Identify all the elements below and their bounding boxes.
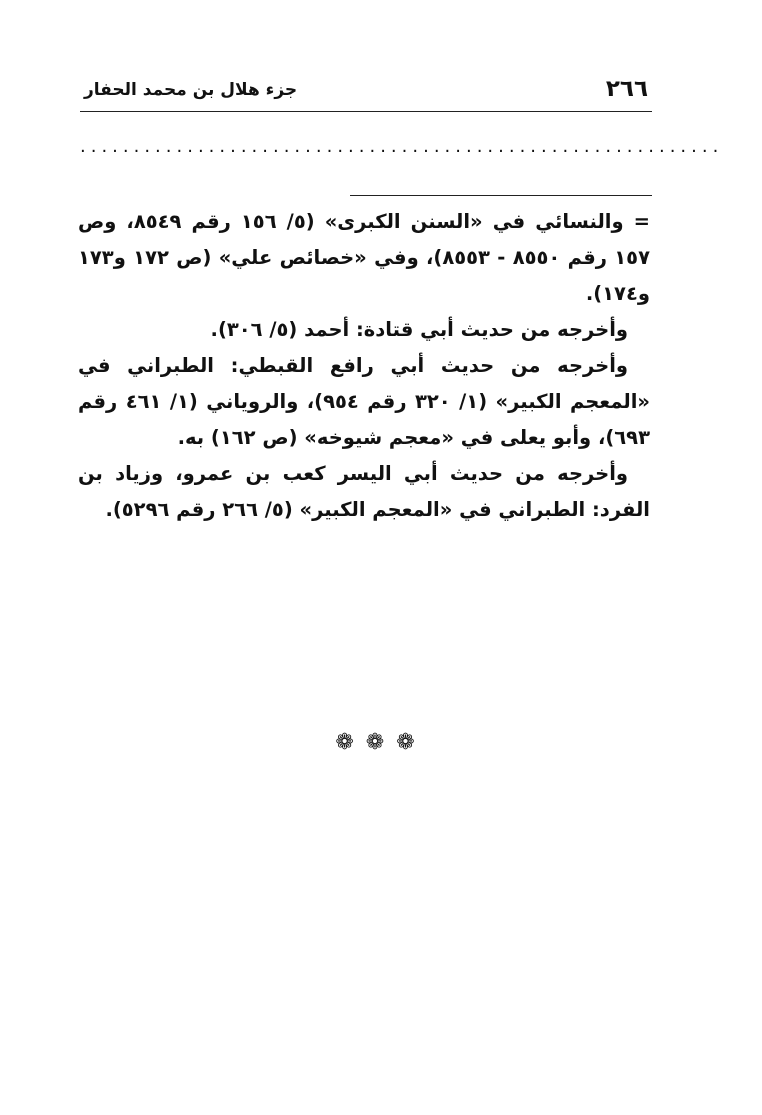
footnotes-section xyxy=(78,204,650,528)
footnote-paragraph: وأخرجه من حديث أبي رافع القبطي: الطبراني في «المعجم الكبير» (١/ ٣٢٠ رقم ٩٥٤)، والروياني (١/ ٤٦١ رقم ٦٩٣)، وأبو يعلى في «معجم شيوخه» (ص ١٦٢) به. xyxy=(78,354,650,449)
header-rule xyxy=(80,111,652,112)
omitted-text-dots: ............................................................ xyxy=(80,136,724,157)
running-title: جزء هلال بن محمد الحفار xyxy=(84,80,298,100)
footnote-continuation: = والنسائي في «السنن الكبرى» (٥/ ١٥٦ رقم ٨٥٤٩، وص ١٥٧ رقم ٨٥٥٠ - ٨٥٥٣)، وفي «خصائص علي» (ص ١٧٢ و١٧٣ و١٧٤). xyxy=(78,210,650,305)
end-ornament: ❁❁❁ xyxy=(335,730,427,755)
footnote-paragraph: وأخرجه من حديث أبي قتادة: أحمد (٥/ ٣٠٦). xyxy=(210,318,628,341)
footnote-separator xyxy=(350,195,652,196)
page-number: ٢٦٦ xyxy=(605,76,648,102)
page-header xyxy=(80,74,652,104)
footnote-paragraph: وأخرجه من حديث أبي اليسر كعب بن عمرو، وزياد بن الفرد: الطبراني في «المعجم الكبير» (٥/ ٢٦٦ رقم ٥٢٩٦). xyxy=(78,462,650,521)
